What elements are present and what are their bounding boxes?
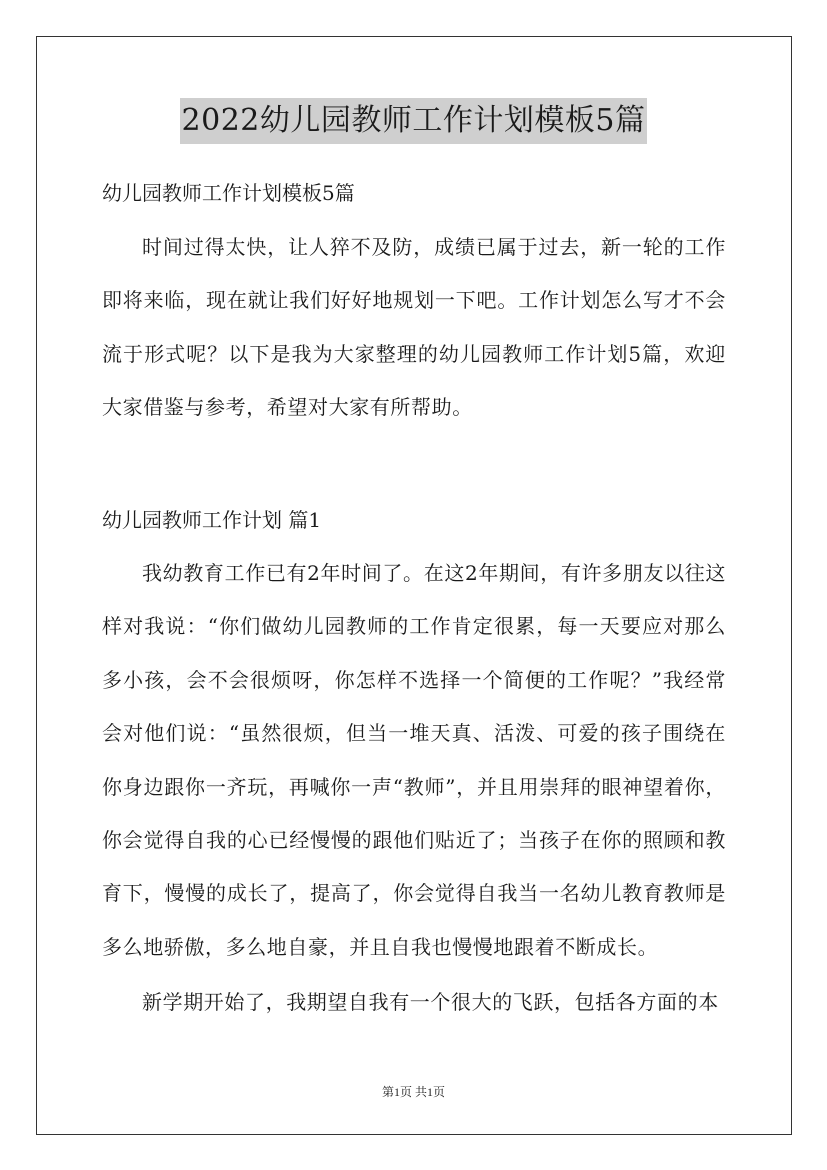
- page-footer: 第1页 共1页: [381, 1085, 445, 1099]
- section-1-paragraph-1: 我幼教育工作已有2年时间了。在这2年期间，有许多朋友以往这样对我说：“你们做幼儿园教师的工作肯定很累，每一天要应对那么多小孩，会不会很烦呀，你怎样不选择一个简便的工作呢？”我经常会对他们说：“虽然很烦，但当一堆天真、活泼、可爱的孩子围绕在你身边跟你一齐玩，再喊你一声“教师”，并且用崇拜的眼神望着你，你会觉得自我的心已经慢慢的跟他们贴近了；当孩子在你的照顾和教育下，慢慢的成长了，提高了，你会觉得自我当一名幼儿教育教师是多么地骄傲，多么地自豪，并且自我也慢慢地跟着不断成长。: [102, 561, 726, 959]
- document-subtitle: 幼儿园教师工作计划模板5篇: [102, 181, 355, 205]
- section-1-heading: 幼儿园教师工作计划 篇1: [102, 508, 322, 532]
- document-title-block: [0, 98, 827, 144]
- intro-paragraph: 时间过得太快，让人猝不及防，成绩已属于过去，新一轮的工作即将来临，现在就让我们好好地规划一下吧。工作计划怎么写才不会流于形式呢？以下是我为大家整理的幼儿园教师工作计划5篇，欢迎大家借鉴与参考，希望对大家有所帮助。: [102, 235, 726, 420]
- section-1-paragraph-2: 新学期开始了，我期望自我有一个很大的飞跃，包括各方面的本: [142, 990, 719, 1014]
- document-title: 2022幼儿园教师工作计划模板5篇: [180, 98, 648, 144]
